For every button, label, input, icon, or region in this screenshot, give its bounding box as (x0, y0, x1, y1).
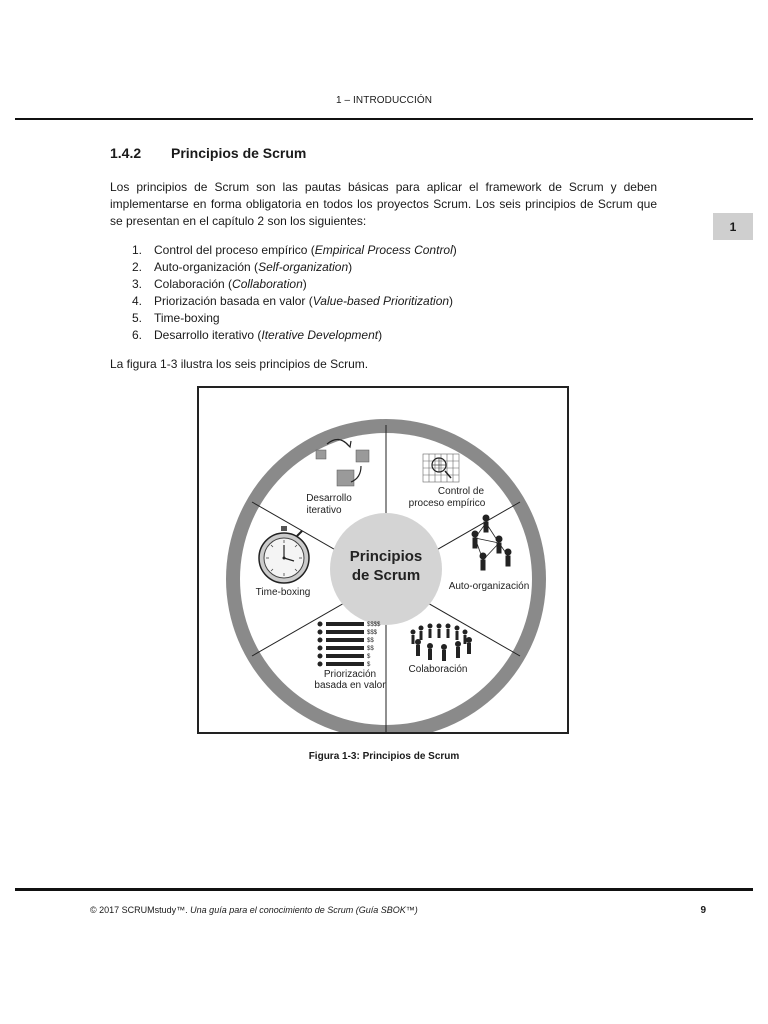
label-control-line1: Control de (437, 486, 485, 497)
list-item: 3. Colaboración (Collaboration) (132, 277, 307, 291)
footer-copyright: © 2017 SCRUMstudy™. Una guía para el conocimiento de Scrum (Guía SBOK™) (90, 905, 418, 915)
label-timeboxing: Time-boxing (255, 587, 311, 598)
chapter-tab: 1 (713, 213, 753, 240)
value-mark: $$$$ (367, 622, 381, 628)
center-label-line1: Principios (349, 548, 423, 565)
running-head: 1 – INTRODUCCIÓN (335, 95, 433, 106)
list-item: 5. Time-boxing (132, 311, 220, 325)
section-title: Principios de Scrum (171, 145, 307, 161)
footer-rule (15, 888, 753, 891)
label-control-line2: proceso empírico (408, 498, 486, 509)
center-label-line2: de Scrum (351, 567, 421, 584)
list-item: 4. Priorización basada en valor (Value-based Prioritization) (132, 294, 454, 308)
page-number: 9 (700, 905, 706, 916)
label-colaboracion: Colaboración (408, 664, 468, 675)
list-item: 6. Desarrollo iterativo (Iterative Development) (132, 328, 383, 342)
principles-wheel (199, 388, 567, 732)
figure-intro: La figura 1-3 ilustra los seis principios de Scrum. (110, 357, 369, 371)
figure-caption: Figura 1-3: Principios de Scrum (308, 751, 460, 762)
section-heading (110, 145, 306, 161)
intro-paragraph: Los principios de Scrum son las pautas básicas para aplicar el framework de Scrum y deben implementarse en forma obligatoria en todos los proyectos Scrum. Los seis principios de Scrum que se presentan en el capítulo 2 son los siguientes: (110, 180, 657, 228)
principles-list (132, 242, 457, 344)
header-rule (15, 118, 753, 120)
value-mark: $$$ (367, 630, 378, 636)
value-mark: $$ (367, 646, 374, 652)
value-mark: $$ (367, 638, 374, 644)
value-mark: $ (367, 662, 371, 668)
label-desarrollo-line2: iterativo (306, 505, 342, 516)
section-number: 1.4.2 (110, 145, 142, 161)
label-priorizacion-line2: basada en valor (314, 680, 386, 691)
list-item: 2. Auto-organización (Self-organization) (132, 260, 353, 274)
value-mark: $ (367, 654, 371, 660)
list-item: 1. Control del proceso empírico (Empirical Process Control) (132, 243, 457, 257)
label-desarrollo-line1: Desarrollo (306, 493, 352, 504)
footer-book-title: Una guía para el conocimiento de Scrum (Guía SBOK™) (190, 905, 418, 915)
label-priorizacion-line1: Priorización (323, 669, 377, 680)
scrum-principles-figure (197, 386, 569, 734)
label-auto-organizacion: Auto-organización (448, 581, 530, 592)
